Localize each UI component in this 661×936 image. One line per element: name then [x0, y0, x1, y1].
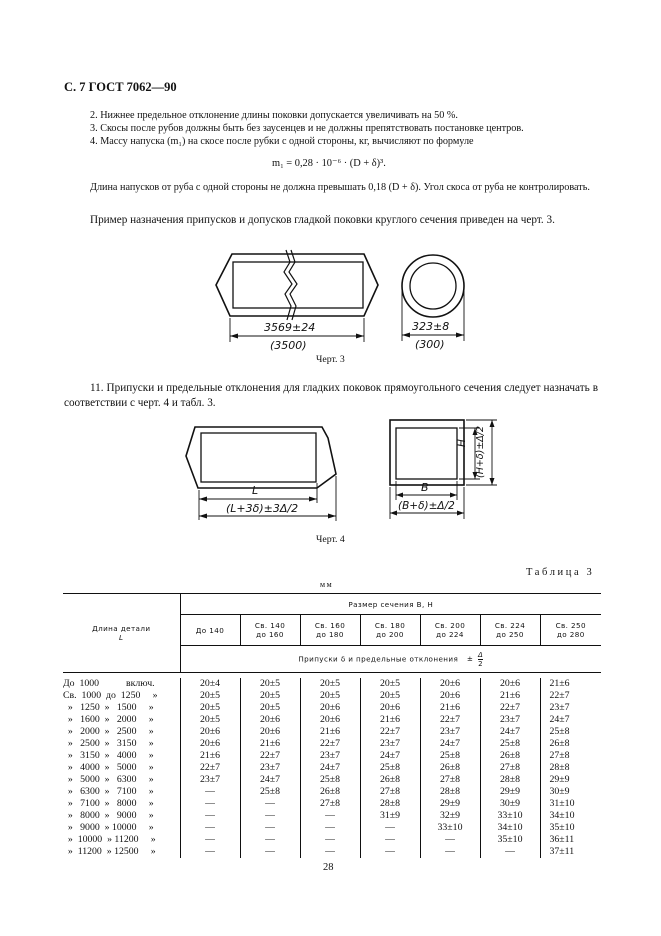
table-row — [63, 678, 601, 690]
figure-4-drawing — [0, 400, 661, 540]
row-value-cell: — — [180, 822, 240, 834]
row-value-cell: 20±6 — [480, 678, 540, 690]
row-value-cell: 20±5 — [180, 690, 240, 702]
table-row — [63, 750, 601, 762]
row-value-cell: 24±7 — [360, 750, 420, 762]
note-3: 3. Скосы после рубов должны быть без заусенцев и не должны препятствовать постановке центров. — [90, 123, 524, 134]
size-header: Размер сечения B, H — [180, 594, 601, 615]
row-value-cell: 25±8 — [360, 762, 420, 774]
example-text: Пример назначения припусков и допусков гладкой поковки круглого сечения приведен на черт. 3. — [90, 214, 555, 226]
row-length-label: » 3150 » 4000 » — [63, 750, 154, 761]
row-value-cell: 20±5 — [240, 702, 300, 714]
row-length-label: » 9000 » 10000 » — [63, 822, 154, 833]
row-value-cell: 25±8 — [540, 726, 601, 738]
fig4-height-dimension: (H+δ)±Δ/2 — [475, 425, 486, 478]
row-value-cell: 20±5 — [300, 690, 360, 702]
row-value-cell: — — [360, 834, 420, 846]
row-value-cell: — — [420, 846, 480, 858]
range-col-3 — [300, 615, 360, 646]
row-value-cell: 21±6 — [300, 726, 360, 738]
row-value-cell: 29±9 — [540, 774, 601, 786]
row-value-cell: 35±10 — [540, 822, 601, 834]
range-from: Св. 224 — [494, 621, 526, 630]
row-value-cell: 20±5 — [360, 690, 420, 702]
row-length-label: » 4000 » 5000 » — [63, 762, 154, 773]
allowance-pm: ± — [466, 654, 474, 663]
table-title: Таблица 3 — [526, 567, 595, 578]
length-header: Длина детали — [92, 624, 151, 633]
row-value-cell: 35±10 — [480, 834, 540, 846]
row-value-cell: 26±8 — [420, 762, 480, 774]
row-length-label: » 5000 » 6300 » — [63, 774, 154, 785]
table-row — [63, 798, 601, 810]
row-value-cell: 31±9 — [360, 810, 420, 822]
row-value-cell: 28±8 — [540, 762, 601, 774]
row-value-cell: 27±8 — [300, 798, 360, 810]
row-value-cell: — — [300, 822, 360, 834]
row-value-cell: 20±6 — [420, 678, 480, 690]
range-col-1 — [180, 615, 240, 646]
row-value-cell: 27±8 — [420, 774, 480, 786]
row-value-cell: 34±10 — [540, 810, 601, 822]
table-row — [63, 702, 601, 714]
allowance-header-text: Припуски δ и предельные отклонения — [298, 654, 459, 663]
row-value-cell: 20±4 — [180, 678, 240, 690]
row-value-cell: 34±10 — [480, 822, 540, 834]
row-value-cell: 20±5 — [240, 690, 300, 702]
row-value-cell: 26±8 — [360, 774, 420, 786]
row-length-label: » 11200 » 12500 » — [63, 846, 156, 857]
table-row — [63, 714, 601, 726]
range-col-6 — [480, 615, 540, 646]
row-value-cell: — — [300, 846, 360, 858]
row-value-cell: 21±6 — [180, 750, 240, 762]
row-value-cell: 23±7 — [480, 714, 540, 726]
range-col-2 — [240, 615, 300, 646]
allowance-numerator: Δ — [477, 650, 484, 659]
row-value-cell: — — [180, 798, 240, 810]
row-value-cell: — — [480, 846, 540, 858]
range-col-5 — [420, 615, 480, 646]
row-value-cell: 24±7 — [240, 774, 300, 786]
row-value-cell: — — [240, 834, 300, 846]
table-row — [63, 786, 601, 798]
fig4-length-dimension: (L+3δ)±3Δ/2 — [226, 502, 299, 515]
row-value-cell: 23±7 — [180, 774, 240, 786]
range-to: до 180 — [316, 630, 344, 639]
row-value-cell: 20±5 — [360, 678, 420, 690]
row-value-cell: 37±11 — [540, 846, 601, 858]
fig4-width-dimension: (B+δ)±Δ/2 — [398, 500, 455, 512]
row-value-cell: 36±11 — [540, 834, 601, 846]
range-from: Св. 160 — [314, 621, 346, 630]
row-length-label: » 10000 » 11200 » — [63, 834, 156, 845]
row-value-cell: 22±7 — [240, 750, 300, 762]
table-row — [63, 774, 601, 786]
row-length-label: » 6300 » 7100 » — [63, 786, 154, 797]
fig4-label-H: H — [456, 439, 468, 447]
fig4-label-L: L — [252, 484, 259, 497]
row-value-cell: — — [240, 846, 300, 858]
row-length-label: Св. 1000 до 1250 » — [63, 690, 158, 701]
row-value-cell: 28±8 — [420, 786, 480, 798]
row-value-cell: — — [300, 810, 360, 822]
table-3 — [63, 593, 601, 858]
row-value-cell: 25±8 — [300, 774, 360, 786]
row-value-cell: 21±6 — [360, 714, 420, 726]
row-value-cell: 26±8 — [540, 738, 601, 750]
range-from: Св. 140 — [254, 621, 286, 630]
allowance-denominator: 2 — [478, 659, 484, 668]
table-row — [63, 822, 601, 834]
length-symbol: L — [119, 633, 124, 642]
range-to: до 200 — [376, 630, 404, 639]
range-to: до 224 — [436, 630, 464, 639]
row-value-cell: 20±6 — [300, 714, 360, 726]
figure-3-drawing — [0, 0, 661, 380]
row-value-cell: 20±5 — [180, 702, 240, 714]
table-row — [63, 810, 601, 822]
row-value-cell: 30±9 — [480, 798, 540, 810]
row-value-cell: 27±8 — [540, 750, 601, 762]
row-value-cell: 20±6 — [360, 702, 420, 714]
range-from: Св. 200 — [434, 621, 466, 630]
row-value-cell: 26±8 — [300, 786, 360, 798]
row-value-cell: 25±8 — [420, 750, 480, 762]
table-row — [63, 726, 601, 738]
row-value-cell: 30±9 — [540, 786, 601, 798]
row-value-cell: 24±7 — [540, 714, 601, 726]
row-value-cell: 20±5 — [300, 678, 360, 690]
row-value-cell: 25±8 — [480, 738, 540, 750]
row-value-cell: 22±7 — [300, 738, 360, 750]
row-value-cell: 22±7 — [480, 702, 540, 714]
row-value-cell: 27±8 — [480, 762, 540, 774]
row-value-cell: 24±7 — [420, 738, 480, 750]
range-to: до 250 — [496, 630, 524, 639]
row-length-label: До 1000 включ. — [63, 678, 155, 689]
row-value-cell: 20±6 — [180, 726, 240, 738]
row-value-cell: 25±8 — [240, 786, 300, 798]
row-value-cell: — — [420, 834, 480, 846]
note-5: Длина напусков от руба с одной стороны не должна превышать 0,18 (D + δ). Угол скоса от руба не контролировать. — [90, 182, 590, 193]
row-value-cell: 24±7 — [300, 762, 360, 774]
range-to: до 280 — [556, 630, 585, 639]
row-value-cell: 23±7 — [300, 750, 360, 762]
row-value-cell: 22±7 — [540, 690, 601, 702]
row-value-cell: 27±8 — [360, 786, 420, 798]
row-value-cell: 26±8 — [480, 750, 540, 762]
note-2: 2. Нижнее предельное отклонение длины поковки допускается увеличивать на 50 %. — [90, 110, 458, 121]
row-value-cell: — — [180, 810, 240, 822]
row-value-cell: 21±6 — [240, 738, 300, 750]
table-units: мм — [320, 580, 334, 589]
row-value-cell: 29±9 — [420, 798, 480, 810]
range-from: До 140 — [195, 625, 225, 635]
formula: m₁ = 0,28 · 10⁻⁶ · (D + δ)³. — [272, 158, 386, 169]
row-length-label: » 1600 » 2000 » — [63, 714, 154, 725]
row-value-cell: — — [180, 834, 240, 846]
fig3-length-tolerance: 3569±24 — [264, 321, 316, 334]
page-header: С. 7 ГОСТ 7062—90 — [64, 80, 177, 94]
row-value-cell: — — [360, 846, 420, 858]
row-length-label: » 2500 » 3150 » — [63, 738, 154, 749]
row-value-cell: 23±7 — [240, 762, 300, 774]
row-value-cell: — — [240, 822, 300, 834]
row-length-label: » 7100 » 8000 » — [63, 798, 154, 809]
table-row — [63, 690, 601, 702]
row-value-cell: — — [180, 786, 240, 798]
row-value-cell: 29±9 — [480, 786, 540, 798]
row-value-cell: 33±10 — [480, 810, 540, 822]
table-row — [63, 834, 601, 846]
row-value-cell: 20±6 — [180, 738, 240, 750]
row-value-cell: 21±6 — [420, 702, 480, 714]
row-value-cell: 20±6 — [420, 690, 480, 702]
row-value-cell: 21±6 — [540, 678, 601, 690]
note-4: 4. Массу напуска (m₁) на скосе после рубки с одной стороны, кг, вычисляют по формуле — [90, 136, 474, 147]
paragraph-11: 11. Припуски и предельные отклонения для гладких поковок прямоугольного сечения следует назначать в соответствии с черт. 4 и табл. 3. — [64, 382, 598, 409]
row-value-cell: 22±7 — [420, 714, 480, 726]
page-number: 28 — [323, 862, 334, 873]
row-value-cell: 28±8 — [480, 774, 540, 786]
row-value-cell: 22±7 — [180, 762, 240, 774]
table-row — [63, 738, 601, 750]
row-value-cell: 32±9 — [420, 810, 480, 822]
table-row — [63, 846, 601, 858]
row-value-cell: 20±5 — [180, 714, 240, 726]
row-value-cell: — — [240, 810, 300, 822]
range-col-4 — [360, 615, 420, 646]
fig4-label-B: B — [421, 481, 429, 494]
allowance-fraction — [478, 651, 483, 668]
row-value-cell: 20±6 — [300, 702, 360, 714]
row-value-cell: 33±10 — [420, 822, 480, 834]
length-header-cell — [63, 594, 180, 673]
fig3-caption: Черт. 3 — [316, 354, 345, 365]
row-value-cell: — — [300, 834, 360, 846]
allowance-header — [180, 646, 601, 673]
range-col-7 — [540, 615, 601, 646]
row-value-cell: 20±6 — [240, 726, 300, 738]
row-value-cell: 20±5 — [240, 678, 300, 690]
table-body — [63, 678, 601, 858]
row-value-cell: 20±6 — [240, 714, 300, 726]
range-from: Св. 180 — [374, 621, 406, 630]
row-value-cell: 23±7 — [420, 726, 480, 738]
row-length-label: » 1250 » 1500 » — [63, 702, 154, 713]
row-value-cell: — — [180, 846, 240, 858]
fig3-length-nominal: (3500) — [270, 339, 307, 352]
row-value-cell: — — [240, 798, 300, 810]
row-value-cell: 21±6 — [480, 690, 540, 702]
range-to: до 160 — [256, 630, 284, 639]
row-value-cell: — — [360, 822, 420, 834]
range-from: Св. 250 — [555, 621, 586, 630]
row-length-label: » 8000 » 9000 » — [63, 810, 154, 821]
row-value-cell: 23±7 — [360, 738, 420, 750]
row-value-cell: 22±7 — [360, 726, 420, 738]
row-length-label: » 2000 » 2500 » — [63, 726, 154, 737]
row-value-cell: 31±10 — [540, 798, 601, 810]
fig4-caption: Черт. 4 — [316, 534, 345, 545]
row-value-cell: 28±8 — [360, 798, 420, 810]
table-row — [63, 762, 601, 774]
row-value-cell: 24±7 — [480, 726, 540, 738]
row-value-cell: 23±7 — [540, 702, 601, 714]
fig3-diameter-tolerance: 323±8 — [412, 320, 450, 333]
fig3-diameter-nominal: (300) — [415, 338, 445, 351]
